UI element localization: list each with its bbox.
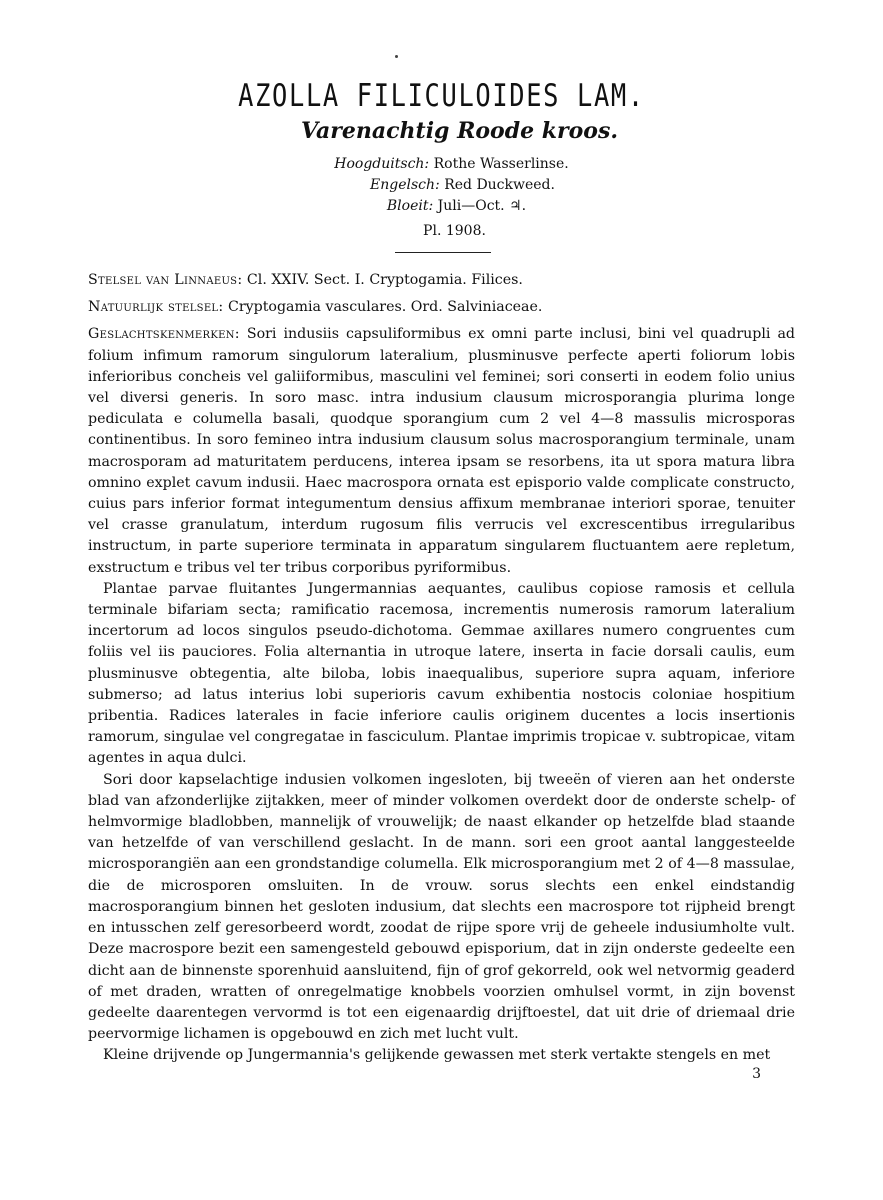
linnaeus-system bbox=[88, 270, 795, 291]
vernacular-name: Varenachtig Roode kroos. bbox=[301, 118, 618, 144]
body-text bbox=[88, 270, 795, 1067]
plate-number: Pl. 1908. bbox=[423, 223, 486, 239]
linnaeus-value: Cl. XXIV. Sect. I. Cryptogamia. Filices. bbox=[246, 272, 523, 288]
name-label: Hoogduitsch: bbox=[334, 156, 430, 172]
page-number: 3 bbox=[752, 1066, 761, 1082]
name-label: Bloeit: bbox=[386, 198, 434, 214]
name-value: Red Duckweed. bbox=[444, 177, 555, 193]
genus-characteristics bbox=[88, 324, 795, 578]
dutch-description: Kleine drijvende op Jungermannia's gelijkende gewassen met sterk vertakte stengels en met bbox=[103, 1047, 771, 1064]
divider bbox=[395, 252, 491, 253]
natural-system bbox=[88, 297, 795, 318]
genus-text: Sori indusiis capsuliformibus ex omni parte inclusi, bini vel quadrupli ad folium infimum ramorum singulorum lateralium, plusminusve perfecte aperti foliorum lobis inferioribus concheis vel galiiformibus, masculini vel feminei; sori conserti in eodem folio unius vel diversi generis. In soro masc. intra indusium clausum microsporangia plurima longe pediculata e columella basali, quodque sporangium cum 2 vel 4—8 massulis microsporas continentibus. In soro femineo intra indusium clausum solus macrosporangium terminale, unam macrosporam ad maturitatem perducens, interea ipsam se resorbens, ita ut spora matura libra omnino explet cavum indusii. Haec macrospora ornata est episporio valde complicate constructo, cuius pars inferior format integumentum densius affixum membranae interiori sporae, tenuiter vel crasse granulatum, interdum rugosum filis verrucis vel excrescentibus irregularibus instructum, in parte superiore terminata in apparatum singularem fluctuantem aere repletum, exstructum e tribus vel ter tribus corporibus pyriformibus. bbox=[88, 326, 795, 576]
document-page bbox=[88, 78, 795, 1067]
name-label: Engelsch: bbox=[370, 177, 440, 193]
genus-label: Geslachtskenmerken: bbox=[88, 326, 240, 343]
ink-speck bbox=[395, 55, 398, 58]
dutch-genus-paragraph: Sori door kapselachtige indusien volkomen ingesloten, bij tweeën of vieren aan het onderste blad van afzonderlijke zijtakken, meer of minder volkomen overdekt door de onderste schelp- of helmvormige bladlobben, mannelijk of vrouwelijk; de naast elkander op hetzelfde blad staande van hetzelfde of van verschillend geslacht. In de mann. sori een groot aantal langgesteelde microsporangiën aan een grondstandige columella. Elk microsporangium met 2 of 4—8 massulae, die de microsporen omsluiten. In de vrouw. sorus slechts een enkel eindstandig macrosporangium binnen het gesloten indusium, dat slechts een macrospore tot rijpheid brengt en intusschen zelf geresorbeerd wordt, zoodat de rijpe spore vrij de geheele indusiumholte vult. Deze macrospore bezit een samengesteld gebouwd episporium, dat in zijn onderste gedeelte een dicht aan de binnenste sporenhuid aansluitend, fijn of grof gekorreld, ook wel netvormig geaderd of met draden, wratten of onregelmatige knobbels voorzien omhulsel vormt, in zijn bovenst gedeelte daarentegen vervormd is tot een eigenaardig drijftoestel, dat uit drie of driemaal drie peervormige lichamen is opgebouwd en zich met lucht vult. bbox=[88, 771, 795, 1043]
natural-value: Cryptogamia vasculares. Ord. Salviniaceae. bbox=[227, 299, 543, 316]
page-title: AZOLLA FILICULOIDES LAM. bbox=[238, 78, 645, 114]
common-names bbox=[88, 154, 795, 217]
linnaeus-label: Stelsel van Linnaeus: bbox=[88, 272, 243, 288]
natural-label: Natuurlijk stelsel: bbox=[88, 299, 224, 316]
latin-description: Plantae parvae fluitantes Jungermannias aequantes, caulibus copiose ramosis et cellula terminale bifariam secta; ramificatio racemosa, incrementis numerosis ramorum lateralium incertorum ad locos singulos pseudo-dichotoma. Gemmae axillares numero congruentes cum foliis vel iis pauciores. Folia alternantia in utroque latere, inserta in facie dorsali caulis, eum plusminusve obtegentia, alte biloba, lobis inaequalibus, superiore supra aquam, inferiore submerso; ad latus interius lobi superioris cavum exhibentia nostocis coloniae hospitium pribentia. Radices laterales in facie inferiore caulis originem ducentes a locis insertionis ramorum, singulae vel congregatae in fasciculum. Plantae imprimis tropicae v. subtropicae, vitam agentes in aqua dulci. bbox=[88, 580, 795, 767]
name-value: Juli—Oct. ♃. bbox=[437, 198, 527, 214]
name-value: Rothe Wasserlinse. bbox=[433, 156, 569, 172]
name-row-english bbox=[130, 175, 795, 196]
name-row-flowering bbox=[118, 196, 795, 217]
name-row-german bbox=[108, 154, 795, 175]
